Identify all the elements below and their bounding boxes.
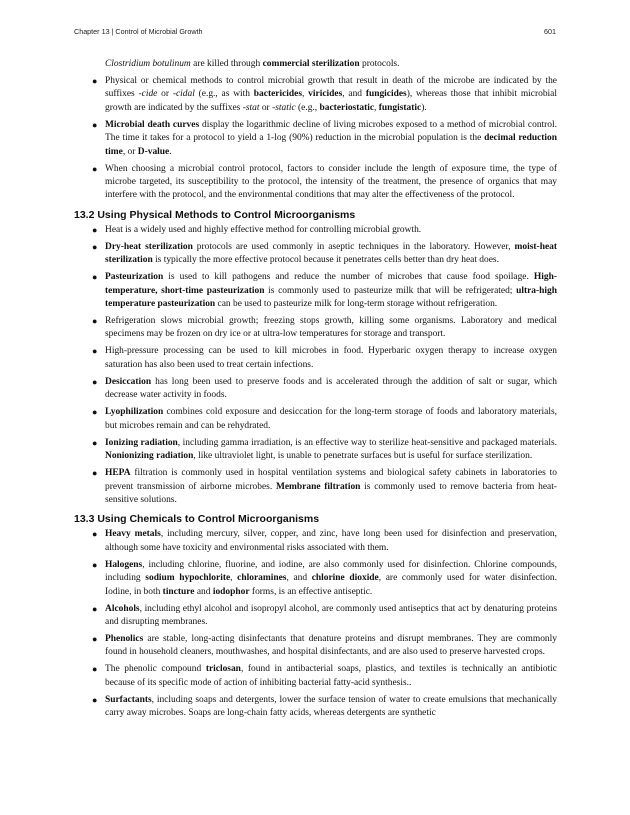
text-run: or <box>157 89 173 100</box>
key-term: Nonionizing radiation <box>105 451 194 462</box>
text-run: ). <box>421 102 427 113</box>
key-term: decimal reduction time <box>105 133 558 157</box>
key-term: sodium hypochlorite <box>145 573 231 584</box>
key-term: chlorine dioxide <box>311 573 379 584</box>
bullet-icon: ● <box>92 163 98 174</box>
key-term: Ionizing radiation <box>105 437 178 448</box>
list-item <box>74 271 557 311</box>
bullet-icon: ● <box>92 664 98 675</box>
text-run: When choosing a microbial control protocol, factors to consider include the length of exposure time, the type of microbe targeted, its susceptibility to the protocol, the intensity of the treatment, the presence of organics that may interfere with the protocol, and the environmental conditions that may alter the effectiveness of the protocol. <box>105 163 557 201</box>
list-item <box>74 376 557 403</box>
key-term: ultra-high temperature pasteurization <box>105 285 557 310</box>
key-term: Membrane filtration <box>275 481 361 492</box>
continued-paragraph <box>105 58 557 71</box>
page-number: 601 <box>544 27 556 36</box>
text-run: , including soaps and detergents, lower the surface tension of water to create emulsions that mechanically carry away microbes. Soaps are long-chain fatty acids, whereas detergents are synthetic <box>105 694 557 719</box>
text-run: , including gamma irradiation, is an effective way to sterilize heat-sensitive and packaged materials. <box>177 437 558 448</box>
key-term: Desiccation <box>105 376 152 387</box>
bullet-icon: ● <box>92 633 98 644</box>
key-term: Dry-heat sterilization <box>105 241 193 252</box>
suffix: -stat <box>242 102 260 113</box>
suffix: -static <box>272 102 296 113</box>
section-heading-13-2: 13.2 Using Physical Methods to Control Microorganisms <box>74 208 356 221</box>
bullet-icon: ● <box>92 437 98 448</box>
text-run: or <box>259 102 273 113</box>
text-run: , or <box>122 146 138 157</box>
key-term: iodophor <box>212 586 250 597</box>
key-term: commercial sterilization <box>262 59 360 69</box>
key-term: viricides <box>308 89 343 100</box>
section-13-1-list <box>74 75 557 203</box>
text-run: , are commonly used for water disinfection. Iodine, in both <box>105 573 557 597</box>
text-run: Heat is a widely used and highly effective method for controlling microbial growth. <box>105 224 422 235</box>
bullet-icon: ● <box>92 529 98 540</box>
key-term: Pasteurization <box>105 272 164 283</box>
text-run: , including chlorine, fluorine, and iodine, are also commonly used for disinfection. Chlorine compounds, including <box>105 559 557 584</box>
text-run: are stable, long-acting disinfectants that denature proteins and disrupt membranes. They are commonly found in household cleaners, mouthwashes, and hospital disinfectants, and are also used to preserve harvested crops. <box>105 633 557 658</box>
text-run: High-pressure processing can be used to kill microbes in food. Hyperbaric oxygen therapy to increase oxygen saturation has also been used to treat certain infections. <box>105 346 557 370</box>
key-term: triclosan <box>205 664 241 675</box>
list-item <box>74 694 557 721</box>
list-item <box>74 315 557 342</box>
text-run: Refrigeration slows microbial growth; freezing stops growth, killing some organisms. Laboratory and medical specimens may be frozen on dry ice or at ultra-low temperatures for storage and transport. <box>105 316 557 340</box>
key-term: fungistatic <box>378 102 422 113</box>
text-run: display the logarithmic decline of living microbes exposed to a method of microbial control. The time it takes for a protocol to yield a 1-log (90%) reduction in the microbial population is the <box>105 119 558 144</box>
text-run: , <box>302 89 309 100</box>
list-item <box>74 559 557 599</box>
bullet-icon: ● <box>92 316 98 327</box>
key-term: moist-heat sterilization <box>105 241 557 266</box>
list-item <box>74 75 557 115</box>
bullet-icon: ● <box>92 376 98 387</box>
key-term: Halogens <box>105 559 143 570</box>
text-run: , including mercury, silver, copper, and zinc, have long been used for disinfection and preservation, although some have toxicity and environmental risks associated with them. <box>105 529 557 553</box>
key-term: fungicides <box>365 89 407 100</box>
text-run: are killed through <box>190 59 263 69</box>
bullet-icon: ● <box>92 603 98 614</box>
list-item <box>74 437 557 464</box>
key-term: High-temperature, short-time pasteurization <box>105 272 557 296</box>
section-13-2-list <box>74 224 557 507</box>
bullet-icon: ● <box>92 272 98 283</box>
key-term: Lyophilization <box>105 407 164 418</box>
text-run: protocols are used commonly in aseptic techniques in the laboratory. However, <box>192 241 515 252</box>
list-item <box>74 345 557 372</box>
suffix: -cide <box>138 89 158 100</box>
list-item <box>74 224 557 237</box>
text-run: , and <box>342 89 366 100</box>
key-term: D-value <box>137 146 170 157</box>
key-term: HEPA <box>105 468 131 479</box>
key-term: Heavy metals <box>105 529 161 540</box>
text-run: can be used to pasteurize milk for long-term storage without refrigeration. <box>215 299 498 310</box>
text-run: (e.g., as with <box>194 89 254 100</box>
key-term: tincture <box>162 586 195 597</box>
text-run: , like ultraviolet light, is unable to penetrate surfaces but is useful for surface sterilization. <box>193 451 533 462</box>
text-run: . <box>169 146 172 157</box>
key-term: bactericides <box>253 89 303 100</box>
bullet-icon: ● <box>92 407 98 418</box>
summary-content <box>74 58 557 724</box>
key-term: bacteriostatic <box>319 102 375 113</box>
text-run: ), whereas those that inhibit microbial growth are indicated by the suffixes <box>105 89 557 113</box>
list-item <box>74 241 557 268</box>
text-run: has long been used to preserve foods and is accelerated through the addition of salt or sugar, which decrease water activity in foods. <box>105 376 557 401</box>
text-run: The phenolic compound <box>105 664 206 675</box>
text-run: (e.g., <box>295 102 320 113</box>
text-run: is used to kill pathogens and reduce the number of microbes that cause food spoilage. <box>163 272 534 283</box>
bullet-icon: ● <box>92 76 98 86</box>
text-run: , <box>230 573 238 584</box>
text-run: , found in antibacterial soaps, plastics, and textiles is technically an antibiotic because of its specific mode of action of inhibiting bacterial fatty-acid synthesis.. <box>105 664 557 688</box>
section-13-3-list <box>74 528 557 720</box>
bullet-icon: ● <box>92 346 98 357</box>
list-item <box>74 406 557 433</box>
key-term: Alcohols <box>105 603 140 614</box>
text-run: , including ethyl alcohol and isopropyl alcohol, are commonly used antiseptics that act by denaturing proteins and disrupting membranes. <box>105 603 557 627</box>
text-run: is typically the more effective protocol because it penetrates cells better than dry heat does. <box>152 255 499 266</box>
text-run: , and <box>286 573 312 584</box>
bullet-icon: ● <box>92 224 98 235</box>
bullet-icon: ● <box>92 559 98 570</box>
key-term: Microbial death curves <box>105 119 200 130</box>
text-run: , <box>374 102 379 113</box>
list-item <box>74 467 557 507</box>
list-item <box>74 663 557 690</box>
list-item <box>74 603 557 630</box>
bullet-icon: ● <box>92 468 98 479</box>
list-item <box>74 633 557 660</box>
text-run: and <box>194 586 213 597</box>
bullet-icon: ● <box>92 241 98 252</box>
text-run: forms, is an effective antiseptic. <box>249 586 373 597</box>
text-run: Physical or chemical methods to control microbial growth that result in death of the microbe are indicated by the suffixes <box>105 76 557 100</box>
list-item <box>74 163 557 203</box>
suffix: -cidal <box>172 89 195 100</box>
key-term: Surfactants <box>105 694 152 705</box>
bullet-icon: ● <box>92 694 98 705</box>
text-run: is commonly used to remove bacteria from heat-sensitive solutions. <box>105 481 557 505</box>
list-item <box>74 528 557 555</box>
text-run: combines cold exposure and desiccation for the long-term storage of foods and laboratory materials, but microbes remain and can be rehydrated. <box>105 407 557 431</box>
key-term: Phenolics <box>105 633 144 644</box>
text-run: filtration is commonly used in hospital ventilation systems and biological safety cabinets in laboratories to prevent transmission of airborne microbes. <box>105 468 557 492</box>
section-heading-13-3: 13.3 Using Chemicals to Control Microorganisms <box>74 513 320 526</box>
list-item <box>74 119 557 159</box>
text-run: protocols. <box>359 59 400 69</box>
running-header-chapter: Chapter 13 | Control of Microbial Growth <box>74 27 203 36</box>
key-term: chloramines <box>237 573 287 584</box>
text-run: is commonly used to pasteurize milk that will be refrigerated; <box>264 285 517 296</box>
bullet-icon: ● <box>92 119 98 130</box>
species-name: Clostridium botulinum <box>105 59 191 69</box>
